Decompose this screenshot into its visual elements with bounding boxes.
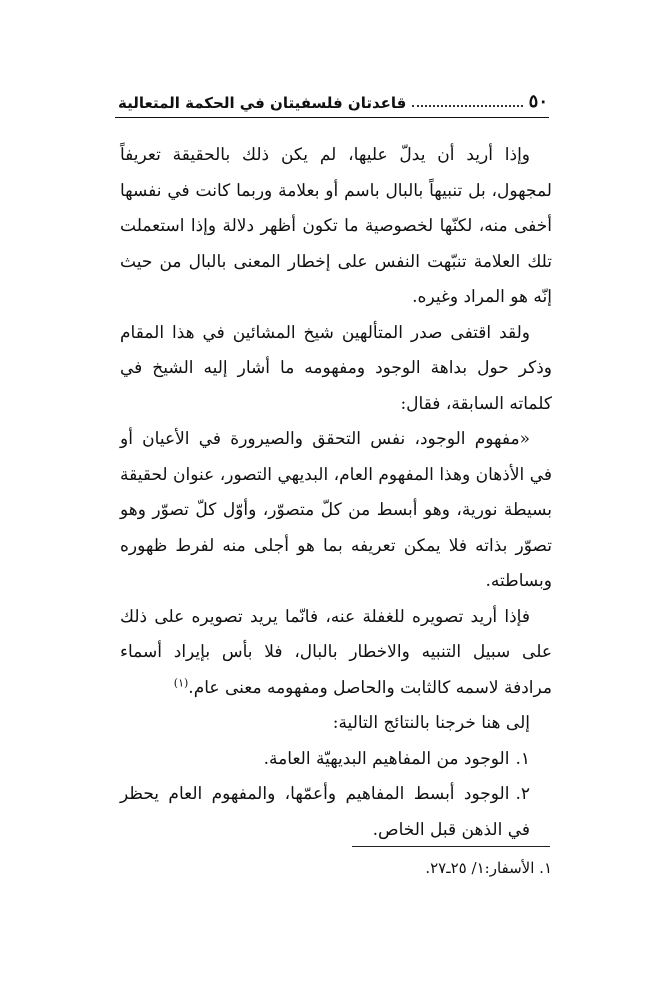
footnote: ١. الأسفار:١/ ٢٥ـ٢٧. (425, 859, 552, 877)
footnote-separator (352, 846, 550, 847)
result-number-2: ٢. (515, 784, 530, 804)
result-item-1 (120, 742, 552, 778)
paragraph-1: وإذا أريد أن يدلّ عليها، لم يكن ذلك بالحقيقة تعريفاً لمجهول، بل تنبيهاً بالبال باسم أو بعلامة وربما كانت في نفسها أخفى منه، لكنّها لخصوصية ما تكون أظهر دلالة وإذا استعملت تلك العلامة تنبّهت النفس على إخطار المعنى بالبال من حيث إنّه هو المراد وغيره. (120, 145, 552, 307)
page-number: ٥٠ (528, 91, 548, 112)
paragraph-2: ولقد اقتفى صدر المتألهين شيخ المشائين في هذا المقام وذكر حول بداهة الوجود ومفهومه ما أشار إليه الشيخ في كلماته السابقة، فقال: (120, 322, 552, 414)
conclusion-intro: إلى هنا خرجنا بالنتائج التالية: (332, 713, 530, 733)
page-body (120, 138, 552, 848)
page-header (118, 82, 548, 112)
result-text-2: الوجود أبسط المفاهيم وأعمّها، والمفهوم العام يحظر في الذهن قبل الخاص. (120, 784, 530, 840)
header-rule (115, 117, 549, 118)
quote-paragraph-1: «مفهوم الوجود، نفس التحقق والصيرورة في الأعيان أو في الأذهان وهذا المفهوم العام، البديهي التصور، عنوان لحقيقة بسيطة نورية، وهو أبسط من كلّ متصوّر، وأوّل كلّ تصوّر وهو تصوّر بذاته فلا يمكن تعريفه بما هو أجلى منه لفرط ظهوره وبساطته. (120, 429, 552, 591)
result-item-2 (120, 777, 552, 848)
result-number-1: ١. (515, 748, 530, 769)
footnote-reference[interactable]: (١) (173, 675, 189, 689)
quote-paragraph-2-text: فإذا أريد تصويره للغفلة عنه، فانّما يريد تصويره على ذلك على سبيل التنبيه والاخطار بالبال، فلا بأس بإيراد أسماء مرادفة لاسمه كالثابت والحاصل ومفهومه معنى عام. (120, 606, 552, 698)
header-leader-dots (412, 105, 522, 107)
result-text-1: الوجود من المفاهيم البديهيّة العامة. (263, 748, 510, 769)
quote-paragraph-2 (120, 600, 552, 707)
results-list (120, 742, 552, 849)
running-title: قاعدتان فلسفيتان في الحكمة المتعالية (118, 94, 407, 112)
